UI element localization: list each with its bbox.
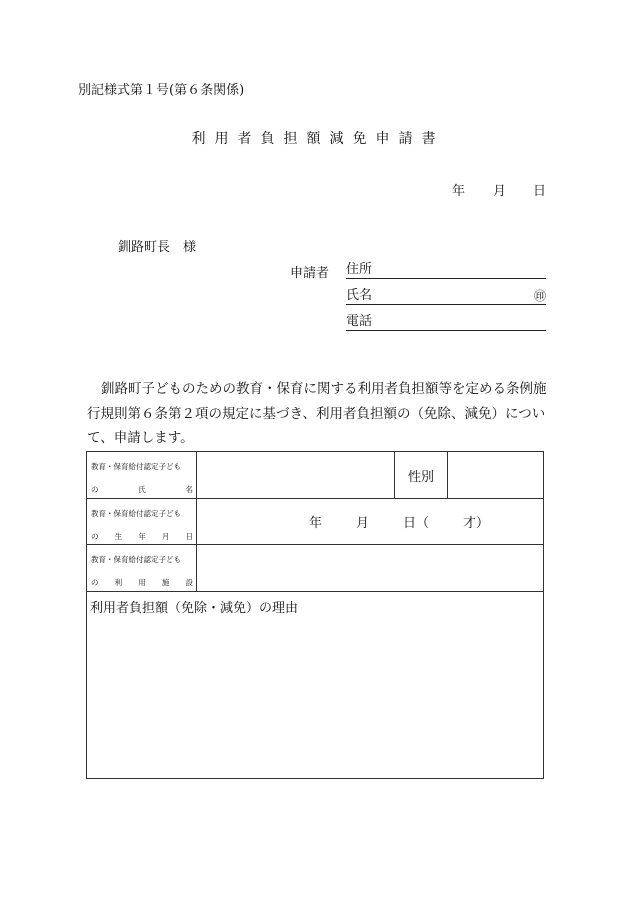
application-statement: 釧路町子どものための教育・保育に関する利用者負担額等を定める条例施行規則第６条第２項の規定に基づき、利用者負担額の（免除、減免）について、申請します。	[87, 381, 547, 446]
application-form-table	[86, 451, 544, 779]
child-dob-label: 教育・保育給付認定子ども の 生 年 月 日	[87, 499, 197, 545]
phone-field[interactable]	[346, 314, 546, 331]
form-reference: 別記様式第１号(第６条関係)	[78, 83, 245, 98]
child-facility-label: 教育・保育給付認定子ども の 利 用 施 設	[87, 545, 197, 592]
date-month-label: 月	[493, 184, 507, 199]
date-day-label: 日	[533, 184, 547, 199]
child-name-row	[87, 452, 544, 499]
child-dob-input[interactable]: 年 月 日（ 才）	[197, 499, 544, 545]
sex-input[interactable]	[448, 452, 544, 499]
addressee: 釧路町長 様	[118, 240, 197, 255]
child-dob-row	[87, 499, 544, 545]
name-label: 氏名	[346, 288, 373, 303]
page-title: 利用者負担額減免申請書	[191, 131, 445, 147]
reason-row	[87, 592, 544, 779]
applicant-label: 申請者	[290, 266, 330, 281]
phone-label: 電話	[346, 314, 373, 329]
name-field[interactable]	[346, 288, 546, 305]
reason-field[interactable]	[87, 592, 544, 779]
address-label: 住所	[346, 262, 373, 277]
child-name-label: 教育・保育給付認定子ども の 氏 名	[87, 452, 197, 499]
child-name-input[interactable]	[197, 452, 395, 499]
child-facility-input[interactable]	[197, 545, 544, 592]
date-year-label: 年	[452, 184, 466, 199]
sex-label: 性別	[395, 452, 448, 499]
address-field[interactable]	[346, 262, 546, 279]
seal-mark: ㊞	[533, 289, 546, 303]
reason-label: 利用者負担額（免除・減免）の理由	[90, 601, 299, 616]
child-facility-row	[87, 545, 544, 592]
